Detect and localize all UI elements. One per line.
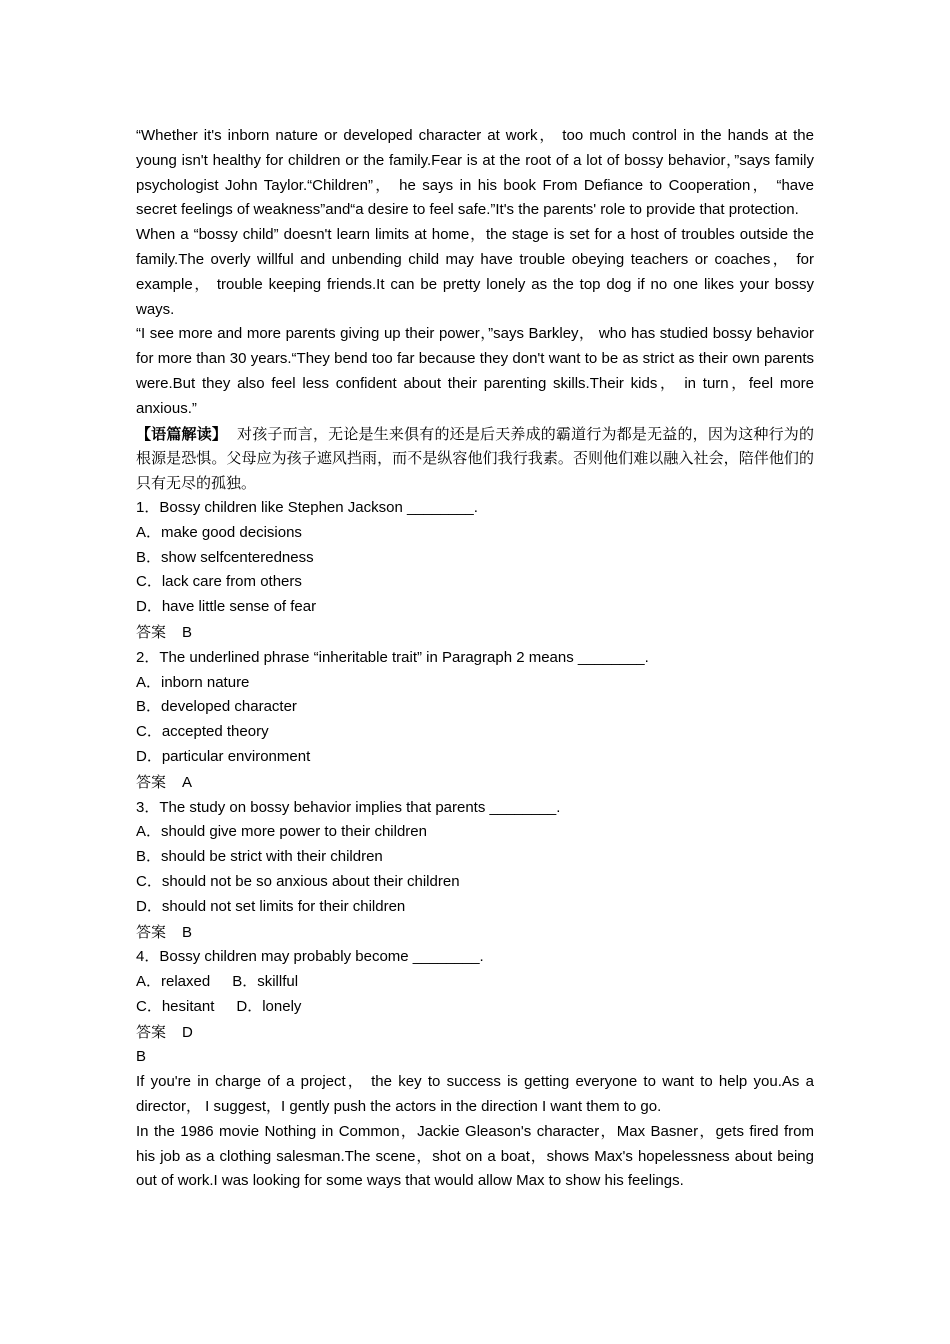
question-2-option-c: C．accepted theory xyxy=(136,723,269,741)
question-2-stem: 2．The underlined phrase “inheritable trait” in Paragraph 2 means ________. xyxy=(136,648,649,666)
question-1-option-d: D．have little sense of fear xyxy=(136,598,317,616)
question-1-option-a: A．make good decisions xyxy=(136,523,302,541)
answer-label: 答案 xyxy=(136,622,167,641)
answer-label: 答案 xyxy=(136,1022,167,1041)
question-3-option-b: B．should be strict with their children xyxy=(136,848,383,866)
question-4-option-d: D．lonely xyxy=(236,997,302,1015)
answer-value: B xyxy=(182,923,193,941)
answer-value: D xyxy=(182,1023,193,1041)
document-page xyxy=(136,124,814,1194)
passage-a-paragraph-3: “I see more and more parents giving up their power，”says Barkley， who has studied bossy behavior for more than 30 years.“They bend too far because they don't want to be as strict as their own parents were.But they also feel less confident about their parenting skills.Their kids， in turn，feel more anxious.” xyxy=(136,325,814,417)
question-4-answer xyxy=(136,1020,814,1046)
question-2-option-a: A．inborn nature xyxy=(136,673,250,691)
passage-b-paragraph-1: If you're in charge of a project， the key to success is getting everyone to want to help you.As a director， I suggest，I gently push the actors in the direction I want them to go. xyxy=(136,1073,814,1116)
answer-label: 答案 xyxy=(136,772,167,791)
question-4-option-b: B．skillful xyxy=(232,973,299,991)
question-3-option-a: A．should give more power to their children xyxy=(136,823,427,841)
answer-value: B xyxy=(182,623,193,641)
question-3-option-d: D．should not set limits for their children xyxy=(136,897,406,915)
answer-value: A xyxy=(182,773,193,791)
question-4-stem: 4．Bossy children may probably become ________. xyxy=(136,948,484,966)
question-3-stem: 3．The study on bossy behavior implies that parents ________. xyxy=(136,798,561,816)
question-1-stem: 1．Bossy children like Stephen Jackson ________. xyxy=(136,498,478,516)
question-4-options-ab xyxy=(136,970,814,995)
question-2-answer xyxy=(136,770,814,796)
interpretation-text: 对孩子而言，无论是生来俱有的还是后天养成的霸道行为都是无益的，因为这种行为的根源是恐惧。父母应为孩子遮风挡雨，而不是纵容他们我行我素。否则他们难以融入社会，陪伴他们的只有无尽的孤独。 xyxy=(136,424,814,493)
question-1-answer xyxy=(136,620,814,646)
passage-b-heading: B xyxy=(136,1048,147,1066)
question-4-option-c: C．hesitant xyxy=(136,997,215,1015)
question-1-option-b: B．show selfcenteredness xyxy=(136,548,314,566)
interpretation-block xyxy=(136,422,814,496)
answer-label: 答案 xyxy=(136,922,167,941)
question-4-options-cd xyxy=(136,995,814,1020)
question-2-option-d: D．particular environment xyxy=(136,747,311,765)
question-2-option-b: B．developed character xyxy=(136,698,297,716)
passage-a-paragraph-1: “Whether it's inborn nature or developed character at work， too much control in the hands at the young isn't healthy for children or the family.Fear is at the root of a lot of bossy behavior，”says family psychologist John Taylor.“Children”， he says in his book From Defiance to Cooperation， “have secret feelings of weakness”and“a desire to feel safe.”It's the parents' role to provide that protection. xyxy=(136,127,814,219)
question-3-answer xyxy=(136,920,814,946)
question-4-option-a: A．relaxed xyxy=(136,973,211,991)
interpretation-label: 【语篇解读】 xyxy=(136,424,228,443)
question-3-option-c: C．should not be so anxious about their children xyxy=(136,872,460,890)
question-1-option-c: C．lack care from others xyxy=(136,573,302,591)
passage-a-paragraph-2: When a “bossy child” doesn't learn limits at home，the stage is set for a host of troubles outside the family.The overly willful and unbending child may have trouble obeying teachers or coaches， for example， trouble keeping friends.It can be pretty lonely as the top dog if no one likes your bossy ways. xyxy=(136,226,814,318)
passage-b-paragraph-2: In the 1986 movie Nothing in Common，Jackie Gleason's character，Max Basner，gets fired from his job as a clothing salesman.The scene，shot on a boat，shows Max's hopelessness about being out of work.I was looking for some ways that would allow Max to show his feelings. xyxy=(136,1122,814,1190)
